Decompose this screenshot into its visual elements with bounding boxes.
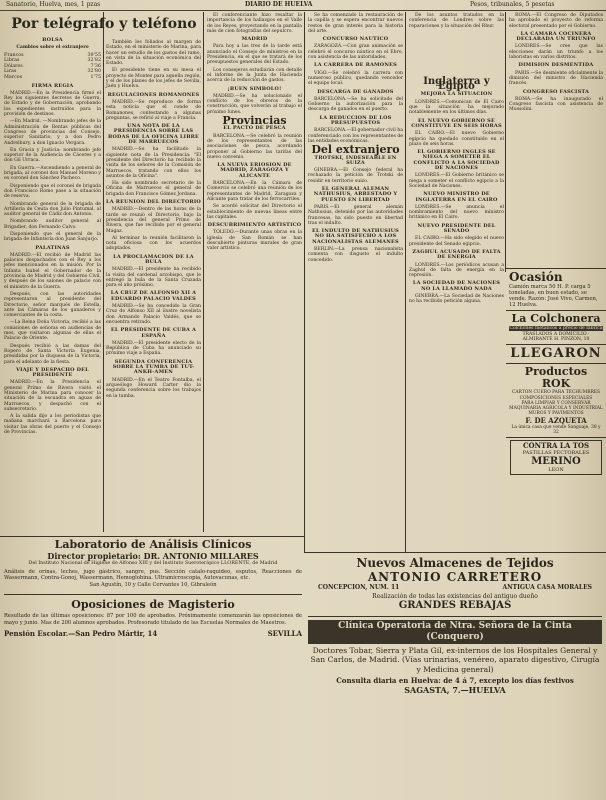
pastillas-ad xyxy=(506,437,606,477)
lab-director: Director propietario: DR. ANTONIO MILLARES xyxy=(47,551,259,561)
filler-text: En Guerra.—Ascendiendo a general de brigada, al coronel don Manuel Moreno y ex coronel don Sánchez Pacheco. xyxy=(4,165,101,182)
filler-text: MADRID.—En el Teatro Fontalba, el arqueólogo Howard Carter dio la segunda conferencia sobre los trabajos en la tumba. xyxy=(106,377,201,399)
filler-text: MADRID.—En la Presidencia firmó el Rey los siguientes decretos de Guerra, de Estado y de Gobernación, aprobando los expedientes instruidos para la provisión de destinos. xyxy=(4,90,101,118)
filler-text: El conferenciante hizo resaltar la importancia de los hallazgos en el Valle de los Reyes, proyectando en la pantalla más de cien fotografías del sepulcro. xyxy=(207,13,302,34)
bolsa-value: 32'82 xyxy=(87,58,101,64)
opos-footer-row xyxy=(4,629,302,638)
column-2 xyxy=(106,40,201,535)
opos-title: Oposiciones de Magisterio xyxy=(71,598,235,612)
madrid-title: MADRID xyxy=(241,36,268,43)
bolsa-label: Dólares xyxy=(4,63,23,69)
filler-text: LONDRES.—Comunican de El Cairo que la situación ha mejorado notablemente en los últimos días. xyxy=(409,99,504,116)
filler-text: MADRID.—Se ha facilitado la siguiente nota de la Presidencia: "El presidente del Directorio ha recibido la visita de los señores de la Comisión de Marruecos, tratando con ellos los asuntos de la Oficina". xyxy=(106,147,201,179)
bolsa-value: 39'55 xyxy=(87,52,101,58)
general-title: EL GENERAL ALEMAN NATHUSIUS, ARRESTADO Y PUESTO EN LIBERTAD xyxy=(313,186,398,203)
filler-text: También los foliados al margen de Estado, en el ministerio de Marina, para hacer un estudio de los gastos del ramo, en vista de la situación económica del Estado. xyxy=(106,40,201,67)
opos-city: SEVILLA xyxy=(267,629,302,639)
pastillas-box xyxy=(510,440,602,475)
lab-footer: San Agustín, 10 y Calle Cervantes 10, Gibraleón xyxy=(89,582,217,588)
filler-text: LONDRES.—Se anuncia el nombramiento del nuevo ministro británico en El Cairo. xyxy=(409,204,504,221)
clinica-address: SAGASTA, 7.—HUELVA xyxy=(404,685,506,696)
filler-text: ROMA.—El Congreso de Diputados ha aprobado el proyecto de reforma electoral presentado por el Gobierno. xyxy=(509,13,603,29)
header-left: Sanatorio, Huelva, mes, 1 pzas xyxy=(6,1,101,8)
ocasion-title: Ocasión xyxy=(509,270,563,284)
column-rule xyxy=(304,12,305,552)
filler-text: Después recibió a las damas del Ropero de Santa Victoria Eugenia, presididas por la duquesa de la Victoria, para el adelanto de la fiesta. xyxy=(4,343,101,365)
almacenes-ad xyxy=(308,556,602,796)
lab-address: Del Instituto Nacional de Higiene de Alfonso XIII y del Instituto Sueroterápico LLORENTE, de Madrid xyxy=(28,561,278,566)
pastillas-brand: MERINO xyxy=(531,456,581,468)
filler-text: Los consejeros estudiarán con detalle el informe de la Junta de Hacienda acerca de la reducción de gastos. xyxy=(207,67,302,84)
running-header xyxy=(0,0,606,11)
almacenes-address: CONCEPCION, NUM. 11 xyxy=(318,584,400,591)
filler-text: BARCELONA.—En la Cámara de Comercio se celebró una reunión de los representantes de Madrid, Zaragoza y Alicante para tratar de los ferrocarriles. xyxy=(207,181,302,202)
bolsa-row xyxy=(4,75,101,81)
congreso-title: CONGRESO FASCISTA xyxy=(522,88,590,95)
ocasion-text: Camión marca 50 H. P. carga 5 toneladas, en buen estado, se vende. Razón: José Vivo, Carmen, 12 Huelva. xyxy=(509,284,598,308)
filler-text: BARCELONA.—El gobernador civil ha conferenciado con los representantes de las entidades económicas. xyxy=(308,128,403,144)
oposiciones-ad xyxy=(4,594,302,638)
colchonera-address: TRASLADOS A DOMICILIO · ALMIRANTE H. PINZON, 10 xyxy=(522,332,590,343)
productos-title: Productos ROK xyxy=(524,365,588,391)
conferencia-title: SEGUNDA CONFERENCIA SOBRE LA TUMBA DE TUT-ANKH-AMEN xyxy=(112,358,195,376)
reunion-title: LA REUNION DEL DIRECTORIO xyxy=(106,199,201,206)
filler-text: PARIS.—El general alemán Nathusius, detenido por las autoridades francesas, ha sido puesto en libertad tras el indulto. xyxy=(308,204,403,226)
filler-text: LONDRES.—Se cree que las elecciones darán un triunfo a los laboristas en varios distritos. xyxy=(509,44,603,61)
header-center: DIARIO DE HUELVA xyxy=(245,1,313,8)
filler-text: Ha sido nombrado secretario de la Oficina de Marruecos el general de brigada don Francisco Gómez Jordana. xyxy=(106,181,201,197)
filler-text: EL CAIRO.—Ha sido elegido el nuevo presidente del Senado egipcio. xyxy=(409,236,504,247)
main-headline: Por telégrafo y teléfono xyxy=(11,16,197,32)
filler-text: LONDRES.—Los periódicos acusan a Zaghul de falta de energía en la represión. xyxy=(409,262,504,279)
filler-text: MADRID.—En la Presidencia el general Primo de Rivera visitó el Ministerio de Marina para conocer la situación de la escuadra en aguas de Marruecos, y despachó con el subsecretario. xyxy=(4,380,101,412)
pastillas-bottom: LEON xyxy=(548,467,564,474)
ads-column xyxy=(506,268,606,537)
filler-text: A la salida dijo a los periodistas que mañana marchará a Barcelona para visitar las obras del puerto y el Consejo de Provincias. xyxy=(4,414,101,436)
bolsa-title: BOLSA xyxy=(42,37,63,43)
productos-line: CARTON CUERO PARA TECHUMBRES xyxy=(512,390,600,396)
romanones-title: REGULACIONES ROMANONES xyxy=(107,91,200,98)
zaghul-title: ZAGHUL ACUSADO DE FALTA DE ENERGIA xyxy=(412,248,501,261)
clinica-ad xyxy=(308,616,602,695)
indulto-title: EL INDULTO DE NATHUSIUS NO HA SATISFECHO A LOS NACIONALISTAS ALEMANES xyxy=(312,228,399,245)
filler-text: Se ha comenzado la restauración de la capilla y se espera encontrar nuevos restos de gran interés para la historia del arte. xyxy=(308,13,403,34)
column-5 xyxy=(409,13,504,553)
column-rule xyxy=(505,12,506,272)
bolsa-value: 32'80 xyxy=(87,69,101,75)
filler-text: MADRID.—Se reproduce de forma esta noticia que el conde de Romanones, contestando a algunas preguntas, se refirió al viaje a Francia. xyxy=(106,99,201,121)
nota-title: UNA NOTA DE LA PRESIDENCIA SOBRE LAS BODAS DE LA OFICINA LIBRE DE MARRUECOS xyxy=(107,123,200,146)
colchonera-title: La Colchonera xyxy=(511,312,601,325)
productos-line: COMPOSICIONES ESPECIALES xyxy=(519,395,593,401)
concurso-title: CONCURSO NAUTICO xyxy=(322,36,389,43)
bolsa-label: Liras xyxy=(4,69,17,75)
filler-text: Nombrando auditor general al Brigadier, don Fernando Calvo. xyxy=(4,219,101,230)
trotski-title: TROTSKI, INDESEABLE EN SUIZA xyxy=(314,154,397,166)
nuevo-gobierno-title: EL NUEVO GOBIERNO SE CONSTITUYE EN SEIS HORAS xyxy=(411,117,502,129)
rehusa-title: EL GOBIERNO INGLES SE NIEGA A SOMETER EL CONFLICTO A LA SOCIEDAD DE NACIONES xyxy=(413,149,500,172)
pastillas-top: CONTRA LA TOS xyxy=(522,441,590,451)
azqueta-address: La única casa que vende Sanguaje, 38 y 32 xyxy=(511,425,601,436)
filler-text: Para hoy a las tres de la tarde está anunciado el Consejo de ministros en la Presidencia, en el que se tratará de los presupuestos generales del Estado. xyxy=(207,44,302,66)
almacenes-title: Nuevos Almacenes de Tejidos xyxy=(356,556,554,570)
productos-line: MUROS Y PAVIMENTOS xyxy=(528,411,584,417)
productos-ad xyxy=(506,363,606,437)
filler-text: En Gracia y Justicia: nombrando jefe superior de la Audiencia de Cáceres y a don Gil Urraca. xyxy=(4,147,101,164)
mejora-title: MEJORA LA SITUACION xyxy=(420,91,493,98)
lab-text: Análisis de orinas, leches, jugo gástrico, sangre, pus. Sección catalo-raquideo, esputos, Reacciones de Wassermann, Contra-Gonoj, Wassermann, Hemoglobina. Ultramicroscopia, Autovacunas, etc. xyxy=(4,568,302,581)
bolsa-label: Francos xyxy=(4,52,24,58)
filler-text: TOLEDO.—Durante unas obras en la iglesia de San Román se han descubierto pinturas murales de gran valor artístico. xyxy=(207,230,302,252)
filler-text: Nombrando general de la brigada de Artillería de Ceuta don Julio Pintumal, al auditor general de Cádiz don Antonio. xyxy=(4,201,101,218)
column-6 xyxy=(509,13,603,271)
cruz-title: LA CRUZ DE ALFONSO XII A EDUARDO PALACIO VALDES xyxy=(110,290,197,302)
filler-text: MADRID.—Se ha concedido la Gran Cruz de Alfonso XII al ilustre novelista don Armando Palacio Valdés, que se encuentra retirado. xyxy=(106,304,201,325)
column-3 xyxy=(207,13,302,553)
section-rule xyxy=(0,536,304,537)
carrera-title: LA CARRERA DE RAMONES xyxy=(314,62,397,69)
dimision-title: DIMISION DESMENTIDA xyxy=(518,62,594,69)
filler-text: —La Reina Doña Victoria, recibió a las comisiones de señoras en audiencias de mes, que visitaron algunas de ellas el Palacio de Oriente. xyxy=(4,320,101,342)
productos-line: PARA LIMPIAR Y CONSERVAR xyxy=(521,400,591,406)
filler-text: GINEBRA.—La Sociedad de Naciones no ha recibido petición alguna. xyxy=(409,293,504,305)
bolsa-value: 1'75 xyxy=(90,74,101,80)
descarga-title: DESCARGA DE GANADOS xyxy=(317,88,394,95)
opos-footer: Pensión Escolar.—San Pedro Mártir, 14 xyxy=(4,629,158,639)
filler-text: MADRID.—El presidente ha recibido la visita del cardenal arzobispo, que le entregó la bula de la Santa Cruzada para el año próximo. xyxy=(106,267,201,289)
bolsa-subtitle: Cambios sobre el extranjero xyxy=(16,45,89,51)
extranjero-heading: Del extranjero xyxy=(311,143,400,157)
colchonera-subtitle: Colchones metálicos a precio de fábrica xyxy=(509,326,603,331)
filler-text: ZARAGOZA.—Con gran animación se celebró el concurso náutico en el Ebro, con asistencia de las autoridades. xyxy=(308,44,403,61)
filler-text: MADRID.—Se ha solucionado el conflicto de los obreros de la construcción, que volverán al trabajo el próximo lunes. xyxy=(207,93,302,115)
column-4 xyxy=(308,13,403,553)
filler-text: BARCELONA.—Se celebró la reunión de los representantes de las asociaciones de pesca, acordando proponer al Gobierno las tarifas del nuevo convenio. xyxy=(207,133,302,160)
provincias-heading: Provincias xyxy=(222,114,287,128)
bolsa-table xyxy=(4,53,101,81)
filler-text: Al terminar la reunión facilitaron la nota oficiosa con los acuerdos adoptados. xyxy=(106,235,201,252)
presidente-cuba-title: EL PRESIDENTE DE CUBA A ESPAÑA xyxy=(110,327,197,339)
filler-text: MADRID.—Dentro de las horas de la tarde se reunió el Directorio, bajo la presidencia del general Primo de Rivera, que fue recibido por el general Magaz. xyxy=(106,207,201,234)
filler-text: BARCELONA.—Se ha solicitado del Gobierno la autorización para la descarga de ganados en el puerto. xyxy=(308,96,403,113)
almacenes-owner: ANTONIO CARRETERO xyxy=(367,570,543,584)
filler-text: ROMA.—Se ha inaugurado el Congreso fascista con asistencia de Mussolini. xyxy=(509,96,603,113)
llegaron-ad xyxy=(506,344,606,363)
pastillas-main: PASTILLAS PECTORALES xyxy=(522,450,590,457)
column-rule xyxy=(203,12,204,532)
descubrimiento-title: DESCUBRIMIENTO ARTISTICO xyxy=(207,222,302,229)
almacenes-address-row xyxy=(308,584,602,591)
filler-text: VIGO.—Se celebró la carrera con numeroso público, quedando vencedor el equipo local. xyxy=(308,70,403,87)
lab-title: Laboratorio de Análisis Clínicos xyxy=(54,538,252,551)
llegaron-title: LLEGARON xyxy=(510,346,602,362)
firma-title: FIRMA REGIA xyxy=(31,82,74,89)
filler-text: —En Madrid. —Nombrando jefes de la Administración de Rentas públicas del Congreso de provincias del Consejo, superior Sanitario, y a don Pedro Andrelbury, a don Ignacio Vergara. xyxy=(4,119,101,146)
secciones-title: LA SOCIEDAD DE NACIONES NO LA LLAMADO NADA xyxy=(412,280,501,292)
filler-text: BERLIN.—La prensa nacionalista comenta con disgusto el indulto concedido. xyxy=(308,246,403,263)
camara-title: LA CAMARA COCINERA DECLARADA UN TRIUNFO xyxy=(516,30,596,43)
almacenes-sale-pre: Realización de todas las existencias del antiguo dueño xyxy=(372,593,538,600)
bolsa-value: 7'36 xyxy=(90,63,101,69)
bolsa-label: Libras xyxy=(4,58,20,64)
bolsa-label: Marcos xyxy=(4,74,23,80)
productos-lines xyxy=(509,390,603,416)
filler-text: Después, con las autoridades representaron al presidente del Directorio, señor marqués de Estella, ante las Cámaras de los ganaderos y comerciantes de la costa. xyxy=(4,291,101,319)
laboratorio-ad xyxy=(4,538,302,796)
filler-text: El presidente tiene en su mesa el proyecto de Montes para aquella región, y el de los planes de los jefes de Sevilla, Jaén y Huelva. xyxy=(106,68,201,90)
filler-text: GINEBRA.—El Consejo federal ha rechazado la petición de Trotski de residir en territorio suizo. xyxy=(308,168,403,184)
opos-text: Resultado de las últimas oposiciones: 87 por 100 de aprobados. Próximamente comenzarán las oposiciones de mayo y junio. Mas de 200 alumnos aprobados. Profesorado titulado de las Escuelas Normales de Maestros. xyxy=(4,613,302,626)
reduccion-title: LA REDUCCION DE LOS PRESUPUESTOS xyxy=(319,114,392,127)
filler-text: EL CAIRO.—El nuevo Gobierno egipcio ha quedado constituido en el plazo de seis horas. xyxy=(409,131,504,147)
clinica-hours: Consulta diaria en Huelva: de 4 á 7, excepto los días festivos xyxy=(336,676,574,686)
clinica-text: Doctores Tobar, Sierra y Plata Gil, ex-internos de los Hospitales General y San Carlos, de Madrid. (Vías urinarias, venéreo, aparato digestivo, Cirugía y Medicina general) xyxy=(310,646,600,674)
clinica-title: Clínica Operatoria de Ntra. Señora de la Cinta (Conquero) xyxy=(308,620,602,644)
colchonera-ad xyxy=(506,310,606,344)
filler-text: LONDRES.—El Gobierno británico se niega a someter el conflicto egipcio a la Sociedad de Naciones. xyxy=(409,173,504,189)
filler-text: MADRID.—El presidente electo de la República de Cuba ha anunciado su próximo viaje a España. xyxy=(106,340,201,357)
column-rule xyxy=(405,12,406,552)
productos-line: MAQUINARIA AGRICOLA Y INDUSTRIAL xyxy=(509,406,603,412)
ministro-title: NUEVO MINISTRO DE INGLATERRA EN EL CAIRO xyxy=(415,191,498,203)
presidente-senado-title: NUEVO PRESIDENTE DEL SENADO xyxy=(417,222,496,235)
almacenes-address2: ANTIGUA CASA MORALES xyxy=(502,584,592,591)
almacenes-sale: GRANDES REBAJAS xyxy=(398,600,512,611)
filler-text: MADRID.—El recibió de Madrid las palacios despachados con el Rey a los jefes mencionados en la misión. Por la Infanta Isabel el Gobernador de la provincia de Madrid y del Gobierno Civil, y después de los salones de palacio con el ministro de la Guerra. xyxy=(4,252,101,290)
filler-text: De los asuntos tratados en la conferencia de Londres sobre las reparaciones y la situación del Rhur. xyxy=(409,13,504,29)
erosion-title: LA NUEVA ERIOSION DE MADRID, ZARAGOZA Y ALICANTE xyxy=(217,162,292,179)
palatinas-title: PALATINAS xyxy=(35,244,70,251)
inglaterra-heading: Inglaterra y Egipto xyxy=(423,75,490,93)
filler-text: PARIS.—Se desmiente oficialmente la dimisión del ministro de Hacienda francés. xyxy=(509,70,603,87)
buen-simbolo-title: ¡BUEN SIMBOLO! xyxy=(227,85,282,92)
filler-text: Se acordó solicitar del Directorio el establecimiento de nuevas líneas entre las capitales. xyxy=(207,204,302,220)
section-rule xyxy=(304,552,606,553)
azqueta-title: F. DE AZQUETA xyxy=(525,416,587,426)
header-right: Pesos, tribunales, 5 pesetas xyxy=(470,1,555,8)
filler-text: Disponiendo que el coronel de brigada don Francisco Romo pase a la situación de reserva. xyxy=(4,183,101,200)
ocasion-ad xyxy=(506,269,606,310)
proclamacion-title: LA PROCLAMACION DE LA BULA xyxy=(113,253,194,265)
column-rule xyxy=(103,12,104,532)
filler-text: Disponiendo que el general de la brigada de Infantería don Juan Sanjurjo. xyxy=(4,231,101,243)
pacto-title: EL PACTO DE PESCA xyxy=(223,125,286,132)
viaje-title: VIAJE Y DESPACHO DEL PRESIDENTE xyxy=(16,366,89,379)
